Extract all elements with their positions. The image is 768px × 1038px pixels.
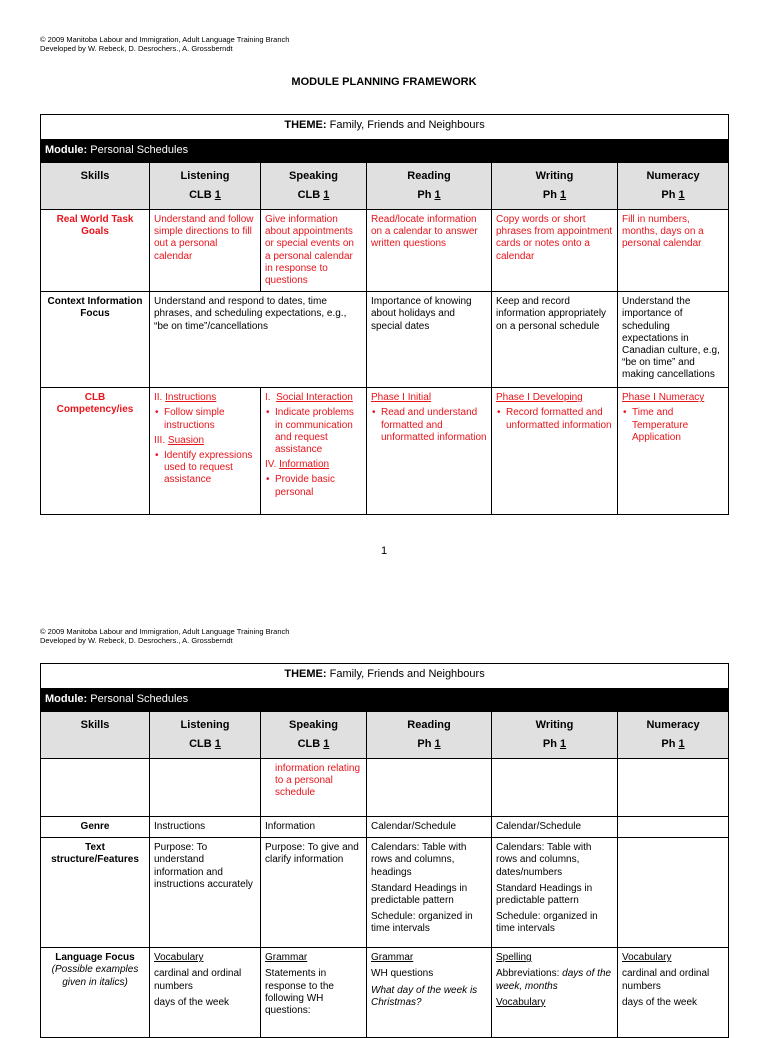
- theme-row: [41, 664, 729, 689]
- level-number: 1: [678, 189, 685, 201]
- competency-row: [41, 388, 729, 515]
- header-reading: [367, 163, 492, 210]
- text-structure-item: Standard Headings in predictable pattern: [496, 882, 593, 907]
- module-row: [41, 140, 729, 163]
- header-numeracy-level: [622, 735, 724, 754]
- page-2: [0, 590, 768, 1024]
- continued-label: [41, 759, 150, 817]
- copyright-notice: [40, 35, 289, 53]
- module-value: Personal Schedules: [90, 693, 189, 705]
- module-cell: [41, 689, 729, 712]
- level-prefix: Ph: [417, 189, 435, 201]
- roman-numeral: I.: [265, 392, 271, 404]
- level-prefix: CLB: [297, 189, 324, 201]
- competency-reading: [367, 388, 492, 515]
- language-focus-label-cell: [41, 948, 150, 1038]
- focus-heading: Vocabulary: [496, 996, 546, 1008]
- context-listening-speaking: Understand and respond to dates, time phrases, and scheduling expectations, e.g., “be on time”/cancellations: [150, 292, 367, 388]
- genre-label: Genre: [41, 817, 150, 838]
- level-prefix: Ph: [542, 189, 560, 201]
- goals-reading: Read/locate information on a calendar to answer written questions: [367, 210, 492, 292]
- focus-item: [496, 968, 613, 992]
- text-structure-writing: [492, 838, 618, 948]
- header-speaking-level: [265, 735, 362, 754]
- focus-heading: Vocabulary: [154, 952, 204, 964]
- header-speaking: [261, 712, 367, 759]
- text-structure-item: Calendars: Table with rows and columns, headings: [371, 842, 467, 878]
- bullet-item: • Follow simple instructions: [164, 407, 256, 431]
- continued-speaking: information relating to a personal schedule: [261, 759, 367, 817]
- competency-title: Phase I Initial: [371, 392, 432, 404]
- competency-listening: [150, 388, 261, 515]
- header-skills-label: Skills: [80, 170, 110, 182]
- competency-heading: [154, 435, 256, 447]
- competency-title: Phase I Numeracy: [622, 392, 705, 404]
- level-number: 1: [214, 189, 221, 201]
- page-number: 1: [380, 545, 388, 557]
- header-skills-label: Skills: [80, 719, 110, 731]
- module-framework-table: [40, 114, 729, 515]
- bullet-list: [154, 407, 256, 431]
- theme-label: THEME:: [284, 668, 327, 680]
- focus-item: WH questions: [371, 968, 434, 980]
- header-listening: [150, 163, 261, 210]
- text-structure-item: Calendars: Table with rows and columns, dates/numbers: [496, 842, 592, 878]
- header-listening: [150, 712, 261, 759]
- bullet-item: • Identify expressions used to request assistance: [164, 450, 256, 487]
- level-prefix: Ph: [417, 738, 435, 750]
- competency-numeracy: [618, 388, 729, 515]
- module-cell: [41, 140, 729, 163]
- language-focus-label: Language Focus: [55, 952, 135, 964]
- header-row: [41, 163, 729, 210]
- header-writing-level: [496, 735, 613, 754]
- focus-example: What day of the week is Christmas?: [371, 984, 478, 1008]
- continued-row: [41, 759, 729, 817]
- focus-item: cardinal and ordinal numbers: [154, 968, 242, 992]
- bullet-item: • Indicate problems in communication and request assistance: [275, 407, 362, 456]
- goals-writing: Copy words or short phrases from appointment cards or notes onto a calendar: [492, 210, 618, 292]
- header-skills: [41, 163, 150, 210]
- genre-numeracy: [618, 817, 729, 838]
- level-prefix: CLB: [189, 189, 215, 201]
- header-numeracy: [618, 163, 729, 210]
- header-speaking-label: Speaking: [289, 170, 338, 182]
- context-numeracy: Understand the importance of scheduling expectations in Canadian culture, e.g, “be on time” and making cancellations: [618, 292, 729, 388]
- focus-heading: Grammar: [371, 952, 414, 964]
- competency-heading: [265, 392, 362, 404]
- continued-numeracy: [618, 759, 729, 817]
- header-listening-level: [154, 735, 256, 754]
- focus-heading: Vocabulary: [622, 952, 672, 964]
- header-listening-level: [154, 186, 256, 205]
- module-label: Module:: [45, 144, 88, 156]
- level-prefix: Ph: [661, 189, 679, 201]
- context-writing: Keep and record information appropriately on a personal schedule: [492, 292, 618, 388]
- level-prefix: CLB: [189, 738, 215, 750]
- level-prefix: Ph: [542, 738, 560, 750]
- context-reading: Importance of knowing about holidays and special dates: [367, 292, 492, 388]
- theme-value: Family, Friends and Neighbours: [329, 119, 485, 131]
- copyright-line-2: Developed by W. Rebeck, D. Desrochers., A. Grossberndt: [40, 636, 233, 645]
- goals-row: [41, 210, 729, 292]
- bullet-list: [622, 407, 724, 444]
- goals-numeracy: Fill in numbers, months, days on a personal calendar: [618, 210, 729, 292]
- bullet-item: • Read and understand formatted and unformatted information: [381, 407, 487, 444]
- competency-title: Social Interaction: [276, 392, 353, 404]
- competency-heading: [265, 459, 362, 471]
- text-structure-listening: Purpose: To understand information and instructions accurately: [150, 838, 261, 948]
- header-row: [41, 712, 729, 759]
- genre-speaking: Information: [261, 817, 367, 838]
- module-framework-table-continued: [40, 663, 729, 1038]
- copyright-line-1: © 2009 Manitoba Labour and Immigration, Adult Language Training Branch: [40, 35, 290, 44]
- theme-label: THEME:: [284, 119, 327, 131]
- level-number: 1: [214, 738, 221, 750]
- language-focus-writing: [492, 948, 618, 1038]
- goals-label: Real World Task Goals: [41, 210, 150, 292]
- header-listening-label: Listening: [180, 170, 230, 182]
- header-reading-level: [371, 735, 487, 754]
- level-prefix: Ph: [661, 738, 679, 750]
- competency-heading: [154, 392, 256, 404]
- context-row: [41, 292, 729, 388]
- level-number: 1: [323, 738, 330, 750]
- header-writing-level: [496, 186, 613, 205]
- theme-value: Family, Friends and Neighbours: [329, 668, 485, 680]
- competency-label: CLB Competency/ies: [41, 388, 150, 515]
- level-number: 1: [560, 738, 567, 750]
- focus-heading: Grammar: [265, 952, 308, 964]
- module-row: [41, 689, 729, 712]
- theme-row: [41, 115, 729, 140]
- text-structure-label: Text structure/Features: [41, 838, 150, 948]
- continued-writing: [492, 759, 618, 817]
- header-writing-label: Writing: [535, 170, 574, 182]
- level-number: 1: [434, 189, 441, 201]
- header-speaking: [261, 163, 367, 210]
- text-structure-item: Standard Headings in predictable pattern: [371, 882, 468, 907]
- roman-numeral: IV.: [265, 459, 277, 471]
- header-reading-label: Reading: [407, 170, 451, 182]
- header-writing: [492, 712, 618, 759]
- genre-row: [41, 817, 729, 838]
- focus-item: cardinal and ordinal numbers: [622, 968, 710, 992]
- text-structure-speaking: Purpose: To give and clarify information: [261, 838, 367, 948]
- module-value: Personal Schedules: [90, 144, 189, 156]
- copyright-line-1: © 2009 Manitoba Labour and Immigration, Adult Language Training Branch: [40, 627, 290, 636]
- language-focus-sublabel: (Possible examples given in italics): [51, 964, 139, 988]
- header-reading: [367, 712, 492, 759]
- header-writing: [492, 163, 618, 210]
- bullet-list: [154, 450, 256, 487]
- text-structure-item: Schedule: organized in time intervals: [496, 911, 598, 935]
- competency-title: Phase I Developing: [496, 392, 583, 404]
- header-numeracy-label: Numeracy: [646, 719, 700, 731]
- copyright-notice: [40, 627, 289, 645]
- competency-writing: [492, 388, 618, 515]
- header-numeracy-label: Numeracy: [646, 170, 700, 182]
- roman-numeral: II.: [154, 392, 163, 404]
- language-focus-speaking: [261, 948, 367, 1038]
- header-writing-label: Writing: [535, 719, 574, 731]
- bullet-item: • Record formatted and unformatted information: [506, 407, 613, 431]
- language-focus-row: [41, 948, 729, 1038]
- focus-item-prefix: Abbreviations:: [496, 968, 563, 980]
- competency-speaking: [261, 388, 367, 515]
- header-speaking-level: [265, 186, 362, 205]
- roman-numeral: III.: [154, 434, 166, 446]
- text-structure-row: [41, 838, 729, 948]
- context-label: Context Information Focus: [41, 292, 150, 388]
- language-focus-listening: [150, 948, 261, 1038]
- document-title: MODULE PLANNING FRAMEWORK: [291, 76, 477, 88]
- competency-title: Instructions: [165, 392, 217, 404]
- bullet-item: • Time and Temperature Application: [632, 407, 724, 444]
- goals-speaking: Give information about appointments or special events on a personal calendar in response to questions: [261, 210, 367, 292]
- level-prefix: CLB: [297, 738, 324, 750]
- bullet-item: • Provide basic personal: [275, 474, 362, 498]
- continued-listening: [150, 759, 261, 817]
- focus-item: Statements in response to the following WH questions:: [265, 968, 334, 1017]
- level-number: 1: [560, 189, 567, 201]
- bullet-list: [265, 407, 362, 456]
- bullet-list: [265, 474, 362, 498]
- goals-listening: Understand and follow simple directions to fill out a personal calendar: [150, 210, 261, 292]
- header-numeracy-level: [622, 186, 724, 205]
- language-focus-reading: [367, 948, 492, 1038]
- genre-listening: Instructions: [150, 817, 261, 838]
- level-number: 1: [323, 189, 330, 201]
- bullet-list: [371, 407, 487, 444]
- competency-title: Suasion: [167, 434, 205, 446]
- level-number: 1: [678, 738, 685, 750]
- copyright-line-2: Developed by W. Rebeck, D. Desrochers., A. Grossberndt: [40, 44, 233, 53]
- genre-writing: Calendar/Schedule: [492, 817, 618, 838]
- bullet-list: [496, 407, 613, 431]
- focus-example: days of the week, months: [496, 968, 612, 992]
- theme-cell: [41, 115, 729, 140]
- competency-title: Information: [279, 459, 330, 471]
- theme-cell: [41, 664, 729, 689]
- module-label: Module:: [45, 693, 88, 705]
- focus-item: days of the week: [154, 996, 230, 1008]
- text-structure-item: Schedule: organized in time intervals: [371, 911, 473, 935]
- header-listening-label: Listening: [180, 719, 230, 731]
- focus-heading: Spelling: [496, 952, 532, 964]
- header-speaking-label: Speaking: [289, 719, 338, 731]
- text-structure-reading: [367, 838, 492, 948]
- header-skills: [41, 712, 150, 759]
- level-number: 1: [434, 738, 441, 750]
- header-reading-level: [371, 186, 487, 205]
- continued-reading: [367, 759, 492, 817]
- focus-item: days of the week: [622, 996, 698, 1008]
- text-structure-numeracy: [618, 838, 729, 948]
- header-reading-label: Reading: [407, 719, 451, 731]
- header-numeracy: [618, 712, 729, 759]
- language-focus-numeracy: [618, 948, 729, 1038]
- genre-reading: Calendar/Schedule: [367, 817, 492, 838]
